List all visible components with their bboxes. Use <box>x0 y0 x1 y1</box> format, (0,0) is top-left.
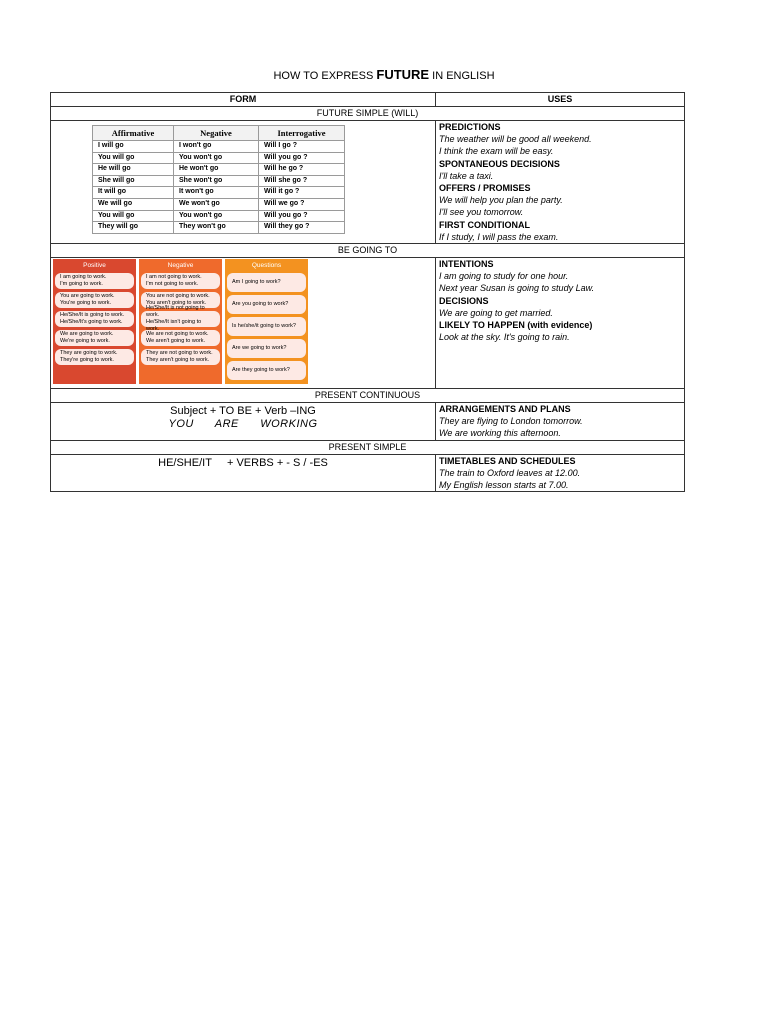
going-form-cell <box>51 258 436 389</box>
will-header-affirmative: Affirmative <box>93 126 174 141</box>
pill-text: He/She/It's going to work. <box>60 319 123 326</box>
pill-text: They are not going to work. <box>146 350 213 357</box>
use-heading: DECISIONS <box>439 295 489 306</box>
pill-text: He/She/It isn't going to work. <box>146 319 202 333</box>
use-example: We are going to get married. <box>439 307 553 318</box>
will-cell: Will you go ? <box>259 152 345 164</box>
going-to-pill <box>55 273 134 289</box>
questions-column <box>225 259 308 384</box>
continuous-example: YOU ARE WORKING <box>168 418 318 431</box>
pill-text: Are we going to work? <box>232 345 287 352</box>
will-header-interrogative: Interrogative <box>259 126 345 141</box>
use-heading: TIMETABLES AND SCHEDULES <box>439 455 576 466</box>
going-to-pill <box>55 292 134 308</box>
will-cell: He will go <box>93 164 174 176</box>
section-continuous: PRESENT CONTINUOUS <box>51 389 685 403</box>
use-example: We will help you plan the party. <box>439 195 563 206</box>
use-example: The weather will be good all weekend. <box>439 134 592 145</box>
page-title: HOW TO EXPRESS FUTURE IN ENGLISH <box>273 67 495 82</box>
pill-text: We are going to work. <box>60 331 114 338</box>
positive-column <box>53 259 136 384</box>
continuous-uses-cell <box>436 403 685 441</box>
will-header-negative: Negative <box>174 126 259 141</box>
will-cell: Will you go ? <box>259 210 345 222</box>
continuous-formula: Subject + TO BE + Verb –ING <box>170 405 316 418</box>
will-cell: It will go <box>93 187 174 199</box>
will-row <box>93 141 345 153</box>
negative-column <box>139 259 222 384</box>
use-heading: LIKELY TO HAPPEN (with evidence) <box>439 320 593 331</box>
section-will: FUTURE SIMPLE (WILL) <box>51 107 685 121</box>
use-heading: SPONTANEOUS DECISIONS <box>439 158 560 169</box>
pill-text: You are going to work. <box>60 293 115 300</box>
will-cell: Will she go ? <box>259 175 345 187</box>
pill-text: I'm going to work. <box>60 281 103 288</box>
will-cell: I won't go <box>174 141 259 153</box>
section-going: BE GOING TO <box>51 244 685 258</box>
will-cell: You won't go <box>174 152 259 164</box>
pill-text: He/She/It is going to work. <box>60 312 125 319</box>
use-example: If I study, I will pass the exam. <box>439 231 559 242</box>
will-cell: It won't go <box>174 187 259 199</box>
will-cell: You will go <box>93 152 174 164</box>
pill-text: We are not going to work. <box>146 331 209 338</box>
will-row <box>93 152 345 164</box>
going-to-pill <box>55 311 134 327</box>
will-uses-cell <box>436 121 685 244</box>
future-table <box>50 92 685 492</box>
pill-text: You're going to work. <box>60 300 111 307</box>
will-cell: Will I go ? <box>259 141 345 153</box>
will-cell: Will they go ? <box>259 222 345 234</box>
will-cell: She will go <box>93 175 174 187</box>
going-to-pill <box>55 330 134 346</box>
simple-uses-cell <box>436 454 685 492</box>
use-example: The train to Oxford leaves at 12.00. <box>439 467 581 478</box>
going-to-pill <box>141 273 220 289</box>
questions-header: Questions <box>251 262 282 270</box>
use-heading: OFFERS / PROMISES <box>439 183 531 194</box>
will-cell: Will we go ? <box>259 198 345 210</box>
going-to-pill <box>141 349 220 365</box>
will-cell: They will go <box>93 222 174 234</box>
simple-formula: HE/SHE/IT + VERBS + - S / -ES <box>158 456 328 469</box>
pill-text: They are going to work. <box>60 350 118 357</box>
uses-header: USES <box>436 93 685 107</box>
will-cell: I will go <box>93 141 174 153</box>
going-to-pill <box>227 339 306 358</box>
continuous-form-cell <box>51 403 436 441</box>
will-cell: Will he go ? <box>259 164 345 176</box>
going-to-pill <box>227 295 306 314</box>
pill-text: I am not going to work. <box>146 274 202 281</box>
use-heading: ARRANGEMENTS AND PLANS <box>439 404 571 415</box>
form-header: FORM <box>51 93 436 107</box>
use-example: Look at the sky. It's going to rain. <box>439 332 570 343</box>
negative-header: Negative <box>167 262 194 270</box>
will-cell: You will go <box>93 210 174 222</box>
will-conjugation-table <box>92 125 345 234</box>
pill-text: Am I going to work? <box>232 279 281 286</box>
use-example: I am going to study for one hour. <box>439 271 569 282</box>
use-example: I'll take a taxi. <box>439 170 494 181</box>
pill-text: You are not going to work. <box>146 293 210 300</box>
pill-text: They're going to work. <box>60 357 114 364</box>
going-uses-cell <box>436 258 685 389</box>
use-heading: PREDICTIONS <box>439 122 501 132</box>
will-row <box>93 222 345 234</box>
will-cell: He won't go <box>174 164 259 176</box>
going-to-chart <box>53 259 432 384</box>
use-example: We are working this afternoon. <box>439 428 561 439</box>
going-to-pill <box>55 349 134 365</box>
going-to-pill <box>141 330 220 346</box>
pill-text: Are you going to work? <box>232 301 289 308</box>
will-row <box>93 187 345 199</box>
will-cell: She won't go <box>174 175 259 187</box>
will-cell: You won't go <box>174 210 259 222</box>
pill-text: We're going to work. <box>60 338 110 345</box>
pill-text: I'm not going to work. <box>146 281 199 288</box>
will-row <box>93 198 345 210</box>
will-row <box>93 210 345 222</box>
section-simple: PRESENT SIMPLE <box>51 440 685 454</box>
pill-text: They aren't going to work. <box>146 357 210 364</box>
going-to-pill <box>227 273 306 292</box>
going-to-pill <box>227 361 306 380</box>
will-row <box>93 164 345 176</box>
pill-text: I am going to work. <box>60 274 107 281</box>
pill-text: We aren't going to work. <box>146 338 206 345</box>
use-example: Next year Susan is going to study Law. <box>439 283 595 294</box>
simple-form-cell <box>51 454 436 492</box>
pill-text: Are they going to work? <box>232 367 290 374</box>
going-to-pill <box>227 317 306 336</box>
use-example: I think the exam will be easy. <box>439 146 554 157</box>
will-cell: We won't go <box>174 198 259 210</box>
will-form-cell <box>51 121 436 244</box>
will-row <box>93 175 345 187</box>
will-cell: We will go <box>93 198 174 210</box>
use-heading: FIRST CONDITIONAL <box>439 219 530 230</box>
positive-header: Positive <box>83 262 106 270</box>
pill-text: Is he/she/it going to work? <box>232 323 296 330</box>
going-to-pill <box>141 305 220 333</box>
pill-text: You aren't going to work. <box>146 300 207 307</box>
pill-text: He/She/It is not going to work. <box>146 305 205 319</box>
use-example: They are flying to London tomorrow. <box>439 416 583 427</box>
use-example: I'll see you tomorrow. <box>439 207 524 218</box>
use-example: My English lesson starts at 7.00. <box>439 480 569 491</box>
will-cell: Will it go ? <box>259 187 345 199</box>
will-cell: They won't go <box>174 222 259 234</box>
use-heading: INTENTIONS <box>439 259 494 270</box>
